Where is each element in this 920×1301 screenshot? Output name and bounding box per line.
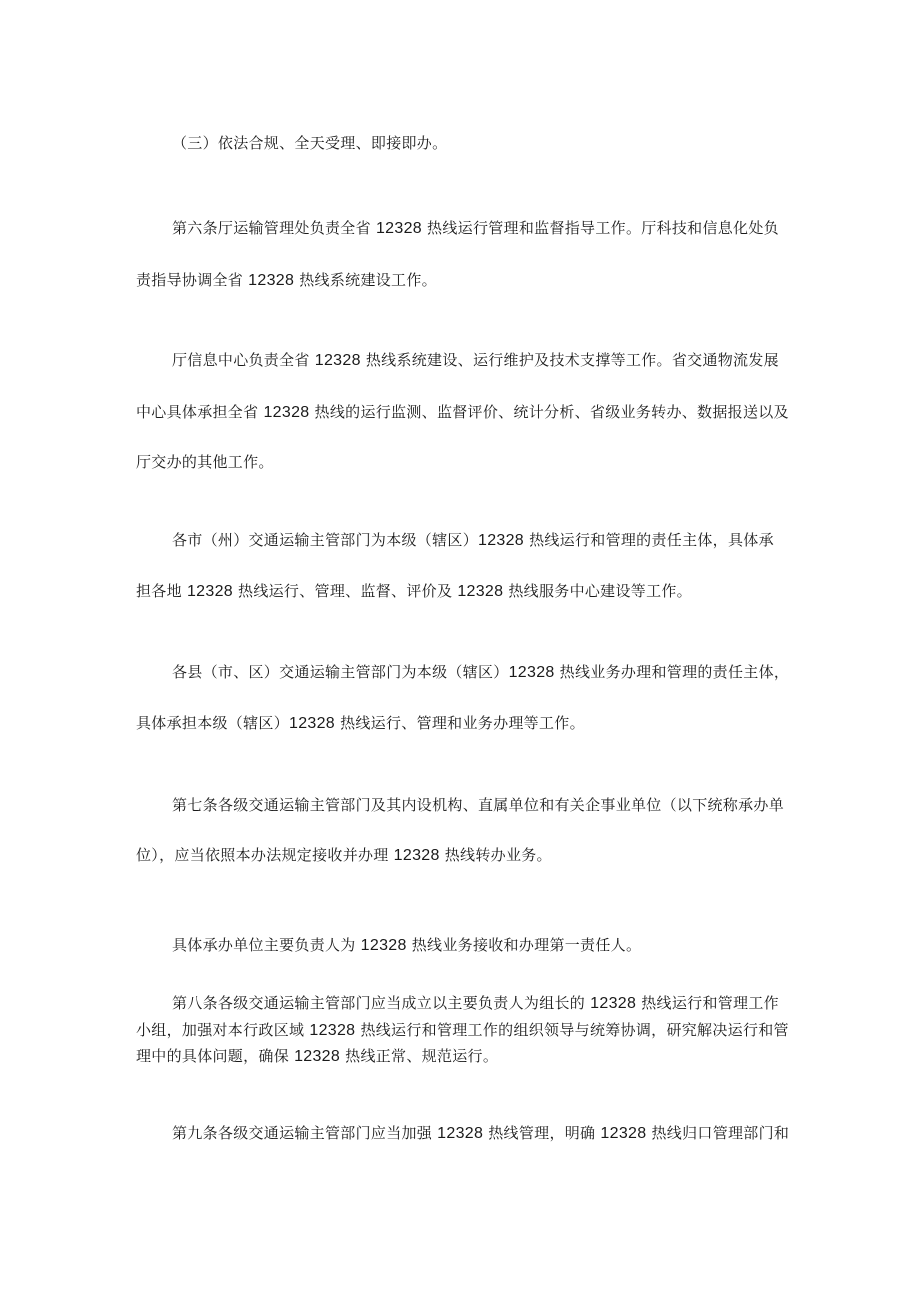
paragraph-5-line-1: 各县（市、区）交通运输主管部门为本级（辖区）12328 热线业务办理和管理的责任主体， [172, 663, 790, 681]
paragraph-9-line-1: 第九条各级交通运输主管部门应当加强 12328 热线管理，明确 12328 热线归口管理部门和 [172, 1124, 790, 1142]
paragraph-2-line-2: 责指导协调全省 12328 热线系统建设工作。 [136, 271, 437, 289]
paragraph-3-line-2: 中心具体承担全省 12328 热线的运行监测、监督评价、统计分析、省级业务转办、数据报送以及 [136, 403, 789, 421]
paragraph-4-line-1: 各市（州）交通运输主管部门为本级（辖区）12328 热线运行和管理的责任主体，具体承 [172, 531, 774, 549]
paragraph-6-line-2: 位），应当依照本办法规定接收并办理 12328 热线转办业务。 [136, 846, 552, 864]
paragraph-3-line-1: 厅信息中心负责全省 12328 热线系统建设、运行维护及技术支撑等工作。省交通物流发展 [172, 351, 779, 369]
paragraph-2-line-1: 第六条厅运输管理处负责全省 12328 热线运行管理和监督指导工作。厅科技和信息化处负 [172, 219, 779, 237]
paragraph-8-line-2: 小组，加强对本行政区域 12328 热线运行和管理工作的组织领导与统筹协调，研究解决运行和管 [136, 1021, 789, 1039]
paragraph-4-line-2: 担各地 12328 热线运行、管理、监督、评价及 12328 热线服务中心建设等工作。 [136, 582, 692, 600]
paragraph-1-line-1: （三）依法合规、全天受理、即接即办。 [172, 134, 448, 152]
paragraph-5-line-2: 具体承担本级（辖区）12328 热线运行、管理和业务办理等工作。 [136, 714, 585, 732]
paragraph-3-line-3: 厅交办的其他工作。 [136, 453, 274, 471]
paragraph-8-line-1: 第八条各级交通运输主管部门应当成立以主要负责人为组长的 12328 热线运行和管理工作 [172, 994, 779, 1012]
paragraph-6-line-1: 第七条各级交通运输主管部门及其内设机构、直属单位和有关企事业单位（以下统称承办单 [172, 796, 785, 814]
paragraph-8-line-3: 理中的具体问题，确保 12328 热线正常、规范运行。 [136, 1047, 499, 1065]
paragraph-7-line-1: 具体承办单位主要负责人为 12328 热线业务接收和办理第一责任人。 [172, 936, 642, 954]
